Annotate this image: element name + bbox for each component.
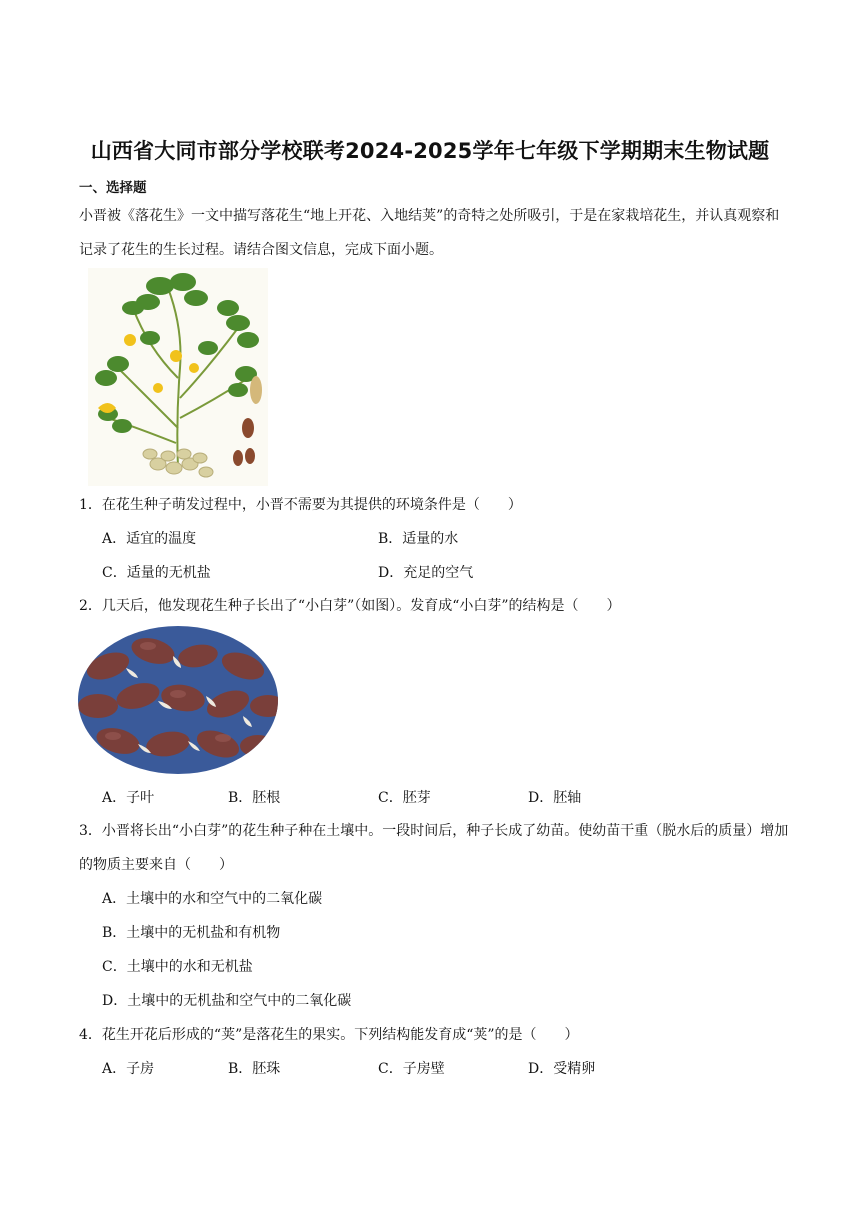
question-2: 2．几天后，他发现花生种子长出了“小白芽”（如图）。发育成“小白芽”的结构是（ ）: [79, 598, 621, 614]
question-1: 1．在花生种子萌发过程中，小晋不需要为其提供的环境条件是（ ）: [79, 497, 522, 513]
intro-paragraph: 小晋被《落花生》一文中描写落花生“地上开花、入地结荚”的奇特之处所吸引，于是在家栽培花生，并认真观察和记录了花生的生长过程。请结合图文信息，完成下面小题。: [79, 208, 780, 258]
question-2-option-b[interactable]: B．胚根: [228, 790, 281, 806]
page-title: 山西省大同市部分学校联考2024-2025学年七年级下学期期末生物试题: [90, 139, 770, 163]
question-2-option-d[interactable]: D．胚轴: [528, 790, 582, 806]
question-4-option-b[interactable]: B．胚珠: [228, 1061, 281, 1077]
section-heading: 一、选择题: [79, 180, 147, 196]
question-3: 3．小晋将长出“小白芽”的花生种子种在土壤中。一段时间后，种子长成了幼苗。使幼苗干重（脱水后的质量）增加的物质主要来自（ ）: [79, 823, 789, 873]
question-1-option-b[interactable]: B．适量的水: [378, 531, 459, 547]
question-2-option-a[interactable]: A．子叶: [102, 790, 155, 806]
question-4-option-d[interactable]: D．受精卵: [528, 1061, 596, 1077]
germinating-peanut-seeds-photo: [78, 626, 278, 774]
question-3-option-c[interactable]: C．土壤中的水和无机盐: [102, 959, 253, 975]
peanut-plant-illustration: [88, 268, 268, 486]
question-1-option-a[interactable]: A．适宜的温度: [102, 531, 197, 547]
question-3-option-b[interactable]: B．土壤中的无机盐和有机物: [102, 925, 281, 941]
question-3-option-d[interactable]: D．土壤中的无机盐和空气中的二氧化碳: [102, 993, 352, 1009]
question-4-option-c[interactable]: C．子房壁: [378, 1061, 445, 1077]
question-3-option-a[interactable]: A．土壤中的水和空气中的二氧化碳: [102, 891, 323, 907]
question-1-option-d[interactable]: D．充足的空气: [378, 565, 474, 581]
question-1-option-c[interactable]: C．适量的无机盐: [102, 565, 211, 581]
question-2-option-c[interactable]: C．胚芽: [378, 790, 431, 806]
question-4-option-a[interactable]: A．子房: [102, 1061, 155, 1077]
question-4: 4．花生开花后形成的“荚”是落花生的果实。下列结构能发育成“荚”的是（ ）: [79, 1027, 579, 1043]
